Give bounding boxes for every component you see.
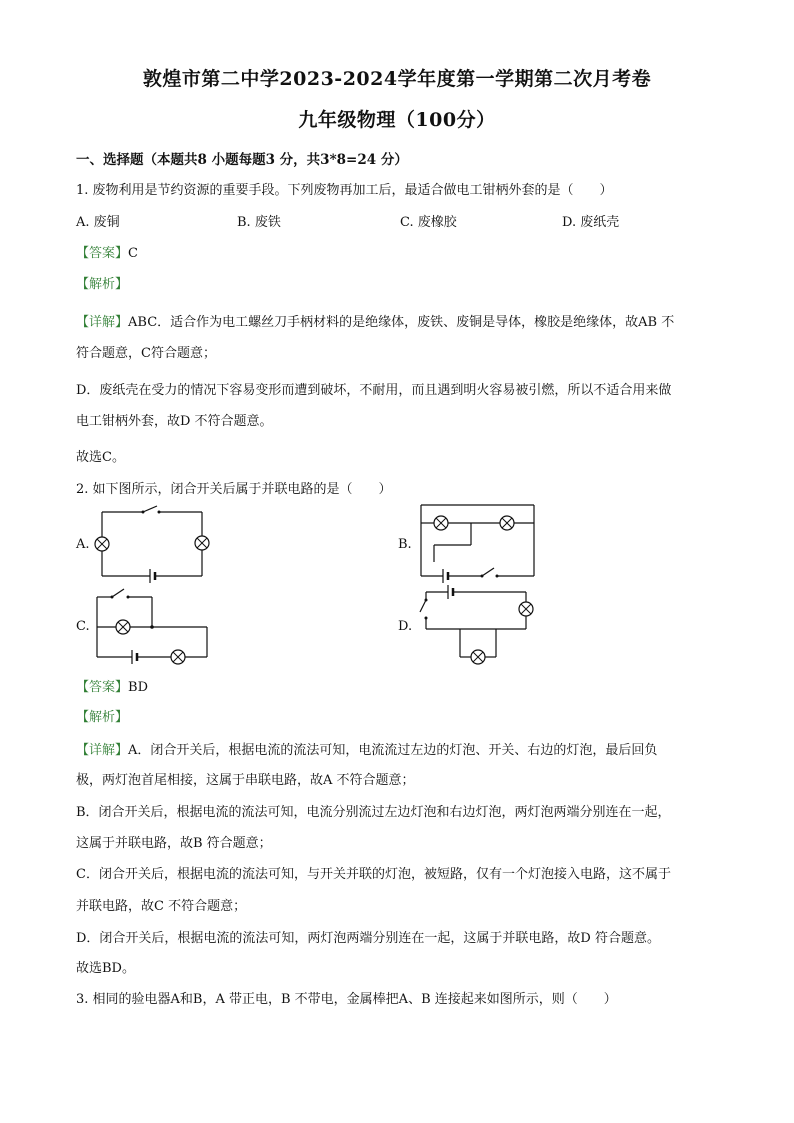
question-1-option-c: C. 废橡胶 [400, 215, 457, 230]
question-2-analysis-tag: 【解析】 [76, 710, 129, 725]
question-2-detail-line-2: 极，两灯泡首尾相接，这属于串联电路，故A 不符合题意； [76, 773, 415, 788]
detail-tag: 【详解】 [76, 315, 129, 330]
section-heading: 一、选择题（本题共8 小题每题3 分，共3*8=24 分） [76, 152, 408, 168]
question-2-detail-line-1 [76, 739, 657, 758]
question-2-detail-line-7: D．闭合开关后，根据电流的流法可知，两灯泡两端分别连在一起，这属于并联电路，故D 符合题意。 [76, 931, 660, 946]
circuit-a-diagram [95, 506, 215, 582]
question-1-analysis-tag: 【解析】 [76, 277, 129, 292]
exam-subtitle: 九年级物理（100分） [298, 109, 496, 131]
circuit-b-diagram [416, 500, 540, 584]
circuit-c-label: C. [76, 619, 90, 634]
question-1-answer [76, 242, 138, 261]
detail-text: A．闭合开关后，根据电流的流法可知，电流流过左边的灯泡、开关、右边的灯泡，最后回负 [128, 743, 658, 758]
question-1-detail-line-3: D．废纸壳在受力的情况下容易变形而遭到破坏，不耐用，而且遇到明火容易被引燃，所以不适合用来做 [76, 383, 672, 398]
circuit-d-diagram [416, 587, 540, 667]
question-2-detail-line-6: 并联电路，故C 不符合题意； [76, 899, 247, 914]
question-1-option-a: A. 废铜 [76, 215, 120, 230]
question-1-detail-line-5: 故选C。 [76, 450, 125, 465]
question-1-stem: 1. 废物利用是节约资源的重要手段。下列废物再加工后，最适合做电工钳柄外套的是（ ） [76, 183, 613, 198]
detail-tag: 【详解】 [76, 743, 129, 758]
answer-tag: 【答案】 [76, 246, 129, 261]
circuit-a-label: A. [76, 537, 90, 552]
question-1-detail-line-1 [76, 311, 674, 330]
circuit-d-label: D. [398, 619, 413, 634]
circuit-b-label: B. [398, 537, 412, 552]
circuit-c-diagram [92, 586, 212, 662]
answer-tag: 【答案】 [76, 680, 129, 695]
detail-text: ABC．适合作为电工螺丝刀手柄材料的是绝缘体，废铁、废铜是导体，橡胶是绝缘体，故AB 不 [128, 315, 675, 330]
question-1-option-b: B. 废铁 [237, 215, 281, 230]
question-2-detail-line-5: C．闭合开关后，根据电流的流法可知，与开关并联的灯泡，被短路，仅有一个灯泡接入电路，这不属于 [76, 867, 671, 882]
answer-value: C [128, 246, 138, 261]
question-3-stem: 3. 相同的验电器A和B，A 带正电，B 不带电，金属棒把A、B 连接起来如图所示，则（ ） [76, 992, 617, 1007]
question-2-detail-line-4: 这属于并联电路，故B 符合题意； [76, 836, 272, 851]
question-1-detail-line-4: 电工钳柄外套，故D 不符合题意。 [76, 414, 273, 429]
question-2-stem: 2. 如下图所示，闭合开关后属于并联电路的是（ ） [76, 482, 392, 497]
question-2-detail-line-8: 故选BD。 [76, 961, 135, 976]
question-2-answer [76, 676, 148, 695]
answer-value: BD [128, 680, 148, 695]
question-1-detail-line-2: 符合题意，C符合题意； [76, 346, 216, 361]
question-1-option-d: D. 废纸壳 [562, 215, 620, 230]
exam-title: 敦煌市第二中学2023-2024学年度第一学期第二次月考卷 [142, 68, 652, 90]
question-2-detail-line-3: B．闭合开关后，根据电流的流法可知，电流分别流过左边灯泡和右边灯泡，两灯泡两端分别连在一起， [76, 805, 671, 820]
